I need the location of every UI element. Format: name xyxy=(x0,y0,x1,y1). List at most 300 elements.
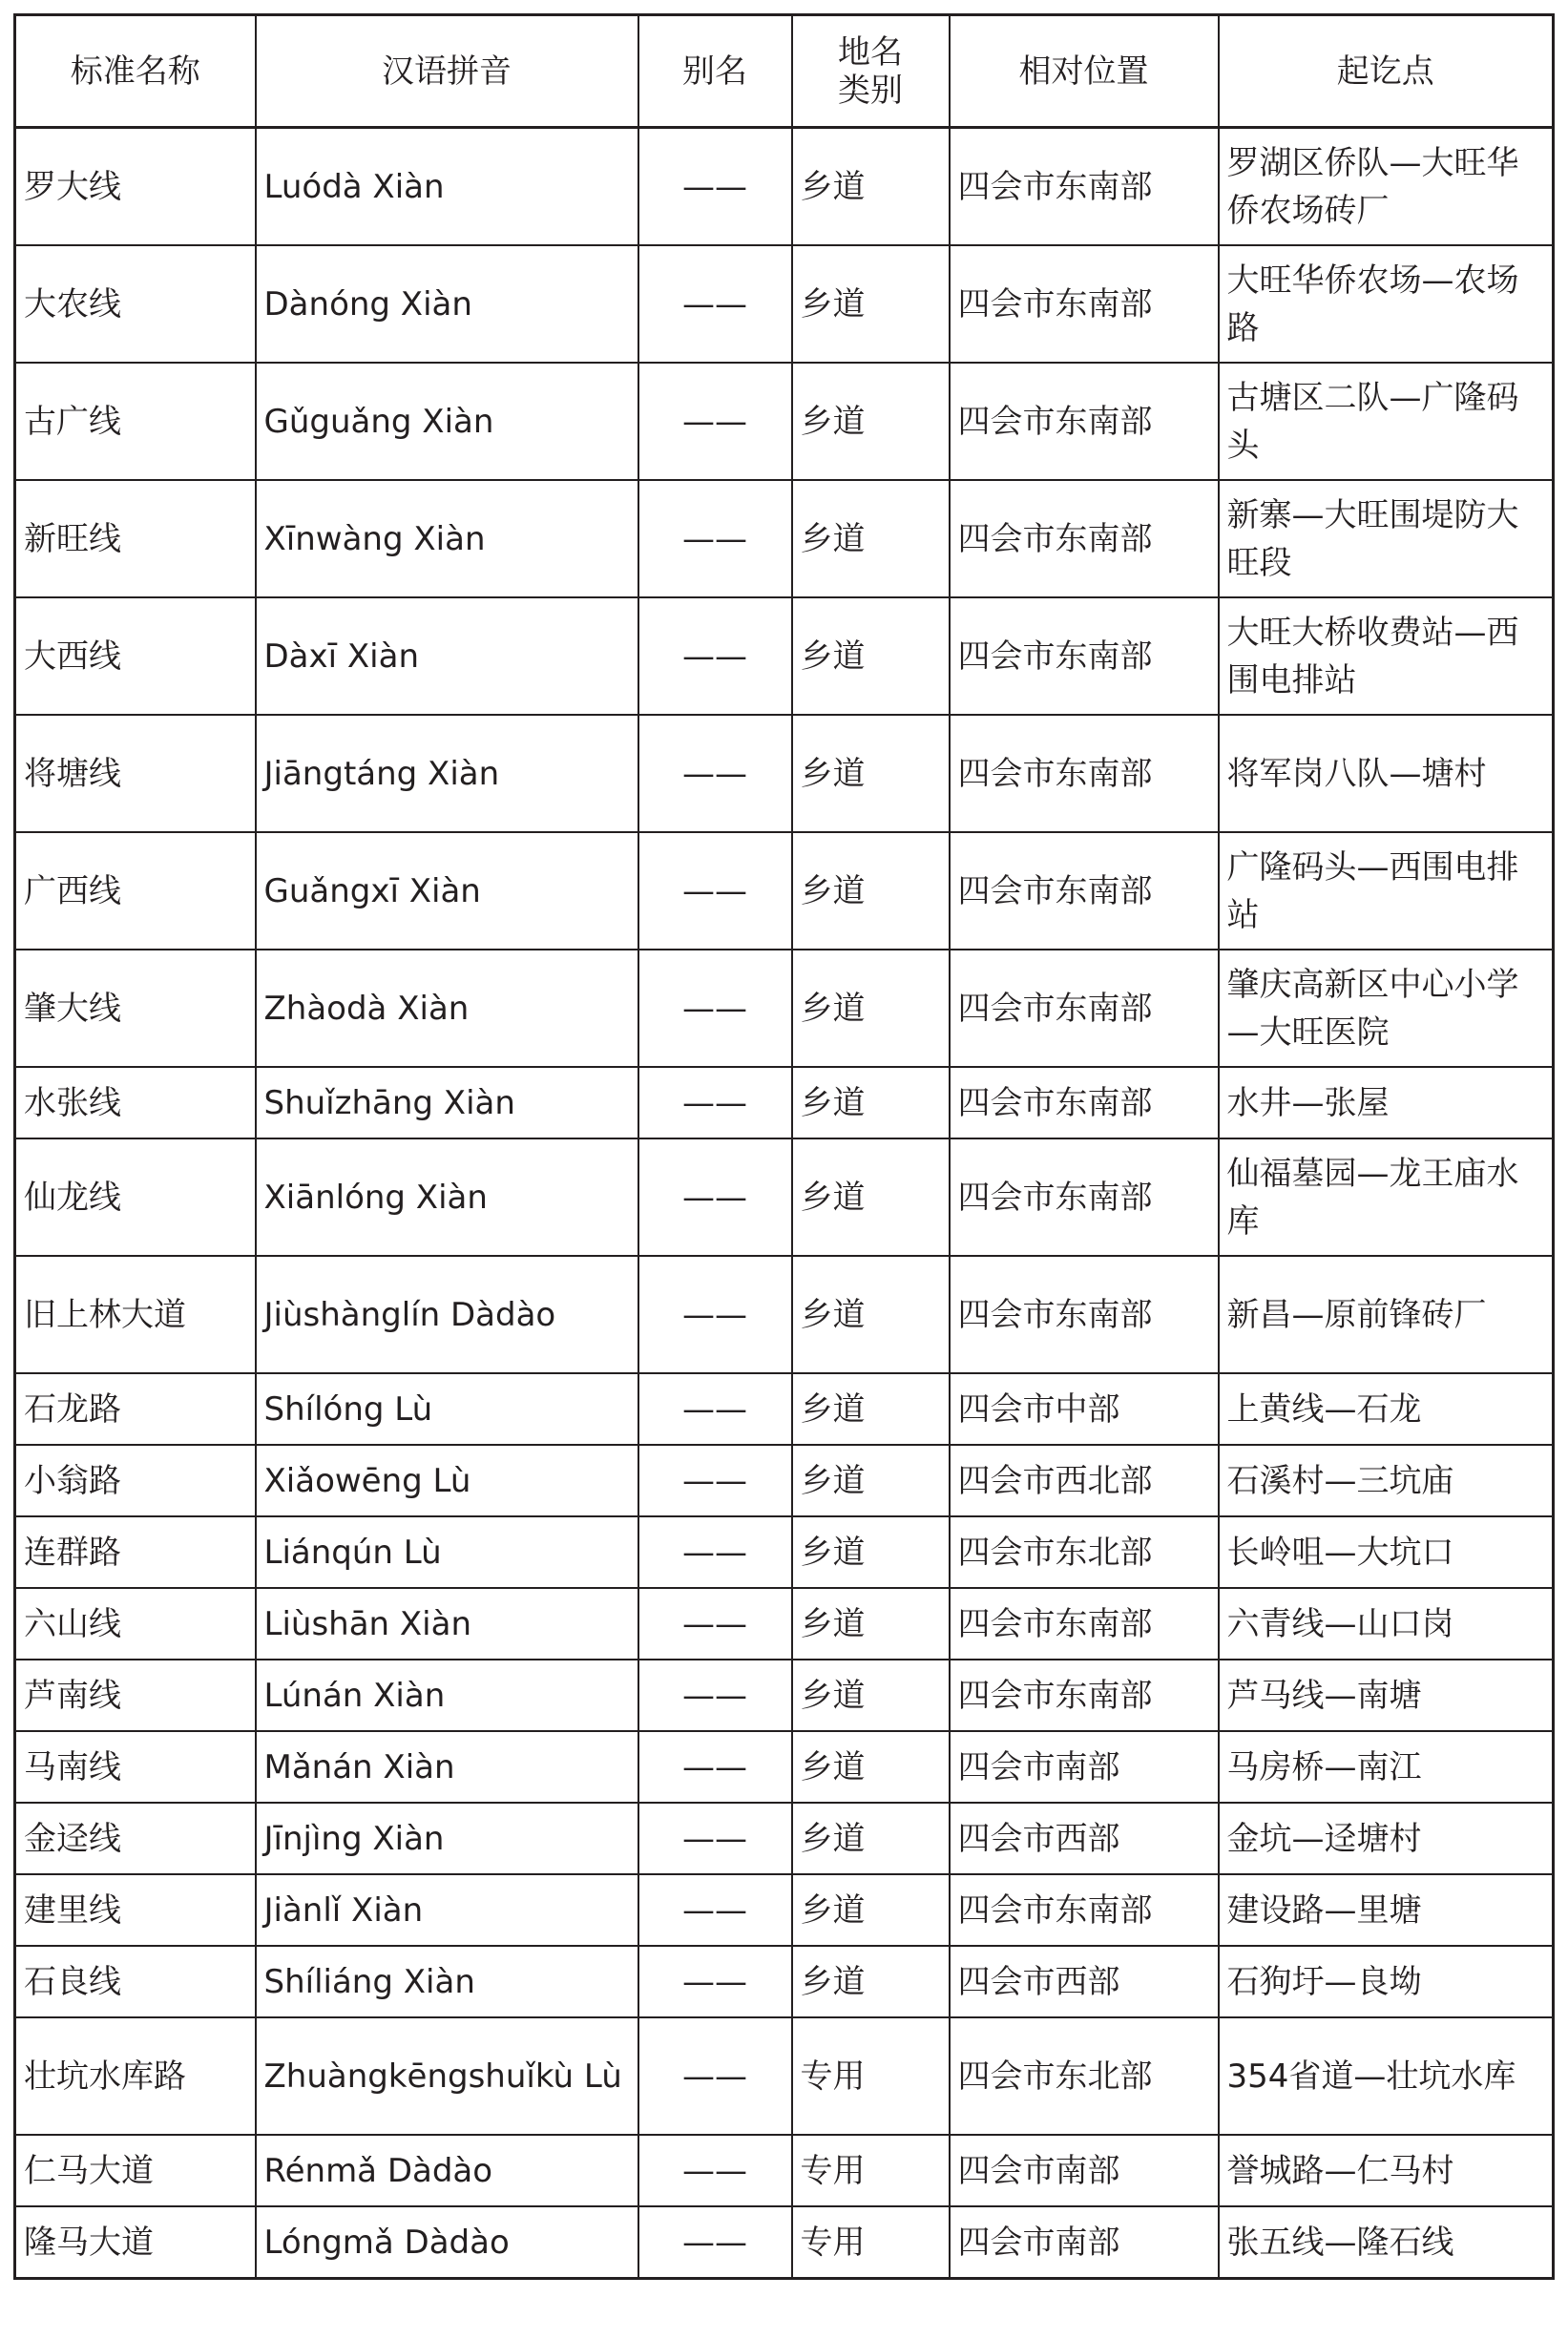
cell-range xyxy=(1219,1803,1554,1874)
cell-alias-text: —— xyxy=(682,284,747,324)
cell-name-text: 马南线 xyxy=(24,1747,121,1786)
cell-position xyxy=(950,245,1219,363)
cell-range-text: 马房桥—南江 xyxy=(1226,1747,1422,1786)
cell-alias xyxy=(638,2135,792,2206)
cell-category-text: 乡道 xyxy=(800,1890,866,1930)
cell-position xyxy=(950,1803,1219,1874)
cell-name xyxy=(15,950,256,1067)
cell-category-text: 乡道 xyxy=(800,1461,866,1500)
header-range-label: 起讫点 xyxy=(1336,52,1434,91)
cell-alias xyxy=(638,1731,792,1803)
cell-alias xyxy=(638,1445,792,1516)
cell-name xyxy=(15,1588,256,1660)
cell-position-text: 四会市东南部 xyxy=(957,402,1153,441)
cell-position-text: 四会市东南部 xyxy=(957,1178,1153,1217)
cell-position-text: 四会市东南部 xyxy=(957,871,1153,910)
cell-pinyin-text: Jīnjìng Xiàn xyxy=(263,1819,445,1858)
cell-name-text: 水张线 xyxy=(24,1083,121,1122)
cell-category xyxy=(792,715,950,832)
cell-alias xyxy=(638,1660,792,1731)
cell-alias-text: —— xyxy=(682,754,747,793)
header-category xyxy=(792,15,950,128)
cell-name-text: 古广线 xyxy=(24,402,121,441)
cell-alias-text: —— xyxy=(682,989,747,1028)
cell-position-text: 四会市东北部 xyxy=(957,2057,1153,2096)
cell-alias xyxy=(638,1874,792,1946)
cell-pinyin-text: Liùshān Xiàn xyxy=(263,1604,472,1643)
cell-category-text: 专用 xyxy=(800,2223,866,2262)
cell-range-text: 芦马线—南塘 xyxy=(1226,1676,1422,1715)
cell-pinyin xyxy=(256,128,638,246)
cell-range-text: 建设路—里塘 xyxy=(1226,1890,1422,1930)
table-row xyxy=(15,128,1554,246)
cell-range-text: 新寨—大旺围堤防大旺段 xyxy=(1226,495,1519,582)
table-row xyxy=(15,2135,1554,2206)
cell-pinyin-text: Jiànlǐ Xiàn xyxy=(263,1890,424,1930)
cell-pinyin xyxy=(256,1660,638,1731)
table-row xyxy=(15,597,1554,715)
cell-category xyxy=(792,2135,950,2206)
cell-range xyxy=(1219,715,1554,832)
cell-name xyxy=(15,480,256,597)
cell-category-text: 乡道 xyxy=(800,1083,866,1122)
cell-name-text: 大西线 xyxy=(24,637,121,676)
cell-pinyin-text: Xiānlóng Xiàn xyxy=(263,1178,488,1217)
cell-range-text: 肇庆高新区中心小学—大旺医院 xyxy=(1226,965,1519,1052)
cell-pinyin xyxy=(256,832,638,950)
cell-range xyxy=(1219,245,1554,363)
cell-pinyin-text: Rénmǎ Dàdào xyxy=(263,2151,493,2190)
cell-pinyin xyxy=(256,1256,638,1373)
cell-name xyxy=(15,2017,256,2135)
cell-category xyxy=(792,363,950,480)
cell-alias xyxy=(638,1067,792,1138)
cell-position-text: 四会市中部 xyxy=(957,1389,1120,1429)
table-row xyxy=(15,1946,1554,2017)
cell-position-text: 四会市东南部 xyxy=(957,1083,1153,1122)
cell-name xyxy=(15,1874,256,1946)
cell-alias-text: —— xyxy=(682,519,747,558)
header-position xyxy=(950,15,1219,128)
cell-pinyin xyxy=(256,1138,638,1256)
cell-position xyxy=(950,1138,1219,1256)
cell-range-text: 将军岗八队—塘村 xyxy=(1226,754,1487,793)
table-row xyxy=(15,1874,1554,1946)
cell-alias xyxy=(638,1138,792,1256)
cell-alias xyxy=(638,128,792,246)
cell-range xyxy=(1219,597,1554,715)
cell-name-text: 仁马大道 xyxy=(24,2151,154,2190)
cell-alias-text: —— xyxy=(682,1178,747,1217)
cell-name xyxy=(15,1803,256,1874)
cell-alias xyxy=(638,950,792,1067)
cell-name-text: 肇大线 xyxy=(24,989,121,1028)
cell-category-text: 乡道 xyxy=(800,754,866,793)
cell-position-text: 四会市东北部 xyxy=(957,1533,1153,1572)
cell-range xyxy=(1219,1445,1554,1516)
cell-pinyin-text: Mǎnán Xiàn xyxy=(263,1747,455,1786)
cell-alias-text: —— xyxy=(682,1295,747,1334)
cell-name xyxy=(15,1445,256,1516)
cell-name xyxy=(15,2206,256,2279)
cell-pinyin-text: Jiāngtáng Xiàn xyxy=(263,754,500,793)
cell-category xyxy=(792,1067,950,1138)
cell-alias-text: —— xyxy=(682,1461,747,1500)
cell-position xyxy=(950,950,1219,1067)
cell-name-text: 仙龙线 xyxy=(24,1178,121,1217)
cell-pinyin xyxy=(256,715,638,832)
cell-range xyxy=(1219,1731,1554,1803)
cell-pinyin xyxy=(256,1874,638,1946)
cell-pinyin-text: Lóngmǎ Dàdào xyxy=(263,2223,510,2262)
table-row xyxy=(15,1731,1554,1803)
table-row xyxy=(15,1138,1554,1256)
cell-range-text: 六青线—山口岗 xyxy=(1226,1604,1454,1643)
cell-range xyxy=(1219,128,1554,246)
cell-range xyxy=(1219,950,1554,1067)
cell-range xyxy=(1219,1874,1554,1946)
cell-name-text: 将塘线 xyxy=(24,754,121,793)
cell-position-text: 四会市南部 xyxy=(957,1747,1120,1786)
header-alias xyxy=(638,15,792,128)
cell-category xyxy=(792,1373,950,1445)
cell-alias-text: —— xyxy=(682,871,747,910)
cell-category xyxy=(792,1660,950,1731)
cell-name xyxy=(15,1067,256,1138)
table-body xyxy=(15,128,1554,2279)
cell-category-text: 乡道 xyxy=(800,284,866,324)
cell-position-text: 四会市东南部 xyxy=(957,1676,1153,1715)
cell-category xyxy=(792,832,950,950)
cell-position xyxy=(950,363,1219,480)
cell-name-text: 芦南线 xyxy=(24,1676,121,1715)
cell-position-text: 四会市东南部 xyxy=(957,754,1153,793)
table-header-row xyxy=(15,15,1554,128)
cell-name-text: 建里线 xyxy=(24,1890,121,1930)
cell-category-text: 乡道 xyxy=(800,519,866,558)
cell-category-text: 乡道 xyxy=(800,167,866,206)
cell-range xyxy=(1219,1373,1554,1445)
cell-range xyxy=(1219,363,1554,480)
cell-category xyxy=(792,1256,950,1373)
cell-category xyxy=(792,597,950,715)
cell-position xyxy=(950,1067,1219,1138)
cell-range xyxy=(1219,1660,1554,1731)
cell-category xyxy=(792,950,950,1067)
cell-pinyin xyxy=(256,2017,638,2135)
cell-position xyxy=(950,1516,1219,1588)
cell-alias-text: —— xyxy=(682,1083,747,1122)
cell-position xyxy=(950,1731,1219,1803)
cell-range xyxy=(1219,1946,1554,2017)
cell-pinyin xyxy=(256,1731,638,1803)
cell-category-text: 乡道 xyxy=(800,1178,866,1217)
cell-alias xyxy=(638,832,792,950)
cell-alias-text: —— xyxy=(682,2223,747,2262)
cell-position xyxy=(950,480,1219,597)
cell-category-text: 乡道 xyxy=(800,402,866,441)
cell-range-text: 354省道—壮坑水库 xyxy=(1226,2057,1516,2096)
cell-pinyin xyxy=(256,597,638,715)
cell-category-text: 专用 xyxy=(800,2151,866,2190)
cell-pinyin xyxy=(256,1946,638,2017)
cell-position xyxy=(950,1373,1219,1445)
cell-name xyxy=(15,1138,256,1256)
cell-alias-text: —— xyxy=(682,1533,747,1572)
cell-range xyxy=(1219,2206,1554,2279)
cell-pinyin-text: Shuǐzhāng Xiàn xyxy=(263,1083,515,1122)
cell-alias xyxy=(638,1803,792,1874)
cell-position-text: 四会市东南部 xyxy=(957,1890,1153,1930)
cell-range xyxy=(1219,832,1554,950)
table-row xyxy=(15,1256,1554,1373)
cell-position xyxy=(950,1256,1219,1373)
cell-alias xyxy=(638,1516,792,1588)
cell-name xyxy=(15,1256,256,1373)
cell-alias-text: —— xyxy=(682,1890,747,1930)
header-pinyin-label: 汉语拼音 xyxy=(382,52,512,91)
cell-category-text: 乡道 xyxy=(800,1747,866,1786)
cell-pinyin xyxy=(256,2206,638,2279)
cell-category xyxy=(792,1588,950,1660)
cell-alias xyxy=(638,597,792,715)
cell-alias xyxy=(638,480,792,597)
cell-pinyin-text: Zhuàngkēngshuǐkù Lù xyxy=(263,2057,622,2096)
table-row xyxy=(15,2206,1554,2279)
cell-alias-text: —— xyxy=(682,1676,747,1715)
cell-category-text: 乡道 xyxy=(800,1389,866,1429)
cell-category-text: 乡道 xyxy=(800,1295,866,1334)
cell-category xyxy=(792,1803,950,1874)
cell-pinyin-text: Lúnán Xiàn xyxy=(263,1676,446,1715)
cell-alias-text: —— xyxy=(682,1747,747,1786)
gazetteer-table xyxy=(13,13,1555,2280)
cell-name-text: 罗大线 xyxy=(24,167,121,206)
cell-alias-text: —— xyxy=(682,167,747,206)
table-row xyxy=(15,363,1554,480)
cell-alias xyxy=(638,1373,792,1445)
cell-category xyxy=(792,245,950,363)
cell-position xyxy=(950,1588,1219,1660)
cell-name xyxy=(15,832,256,950)
cell-category-text: 乡道 xyxy=(800,871,866,910)
cell-position-text: 四会市东南部 xyxy=(957,637,1153,676)
cell-name-text: 六山线 xyxy=(24,1604,121,1643)
cell-pinyin-text: Liánqún Lù xyxy=(263,1533,442,1572)
cell-alias-text: —— xyxy=(682,2151,747,2190)
cell-category xyxy=(792,1946,950,2017)
table-row xyxy=(15,715,1554,832)
cell-category xyxy=(792,1731,950,1803)
cell-category-text: 乡道 xyxy=(800,1676,866,1715)
header-name-label: 标准名称 xyxy=(70,52,200,91)
cell-range xyxy=(1219,1588,1554,1660)
cell-name-text: 石良线 xyxy=(24,1962,121,2001)
cell-alias-text: —— xyxy=(682,1819,747,1858)
cell-pinyin-text: Zhàodà Xiàn xyxy=(263,989,470,1028)
cell-pinyin xyxy=(256,245,638,363)
cell-range xyxy=(1219,1138,1554,1256)
cell-pinyin-text: Luódà Xiàn xyxy=(263,167,445,206)
cell-name-text: 新旺线 xyxy=(24,519,121,558)
table-row xyxy=(15,1067,1554,1138)
cell-position-text: 四会市西北部 xyxy=(957,1461,1153,1500)
cell-position-text: 四会市西部 xyxy=(957,1962,1120,2001)
cell-range xyxy=(1219,1516,1554,1588)
cell-category-text: 专用 xyxy=(800,2057,866,2096)
cell-category xyxy=(792,2017,950,2135)
cell-position xyxy=(950,1874,1219,1946)
cell-position xyxy=(950,2135,1219,2206)
cell-position xyxy=(950,128,1219,246)
cell-alias xyxy=(638,2017,792,2135)
header-pinyin xyxy=(256,15,638,128)
cell-position xyxy=(950,2206,1219,2279)
cell-name-text: 隆马大道 xyxy=(24,2223,154,2262)
cell-name-text: 石龙路 xyxy=(24,1389,121,1429)
cell-category-text: 乡道 xyxy=(800,1533,866,1572)
table-row xyxy=(15,480,1554,597)
cell-position xyxy=(950,1660,1219,1731)
table-row xyxy=(15,245,1554,363)
header-name xyxy=(15,15,256,128)
cell-alias xyxy=(638,1946,792,2017)
cell-name-text: 金迳线 xyxy=(24,1819,121,1858)
cell-pinyin-text: Gǔguǎng Xiàn xyxy=(263,402,494,441)
cell-alias xyxy=(638,363,792,480)
cell-range-text: 长岭咀—大坑口 xyxy=(1226,1533,1454,1572)
header-category-label: 地名 类别 xyxy=(838,32,903,110)
cell-alias xyxy=(638,715,792,832)
cell-pinyin-text: Dànóng Xiàn xyxy=(263,284,472,324)
cell-position-text: 四会市东南部 xyxy=(957,284,1153,324)
cell-range-text: 大旺华侨农场—农场路 xyxy=(1226,261,1519,347)
header-range xyxy=(1219,15,1554,128)
cell-range-text: 上黄线—石龙 xyxy=(1226,1389,1422,1429)
cell-range-text: 石狗圩—良坳 xyxy=(1226,1962,1422,2001)
cell-position-text: 四会市东南部 xyxy=(957,519,1153,558)
cell-range-text: 张五线—隆石线 xyxy=(1226,2223,1454,2262)
cell-name-text: 连群路 xyxy=(24,1533,121,1572)
cell-alias-text: —— xyxy=(682,2057,747,2096)
cell-alias-text: —— xyxy=(682,1962,747,2001)
cell-category-text: 乡道 xyxy=(800,637,866,676)
cell-category-text: 乡道 xyxy=(800,1819,866,1858)
header-alias-label: 别名 xyxy=(682,52,747,91)
cell-position xyxy=(950,1946,1219,2017)
cell-category-text: 乡道 xyxy=(800,1962,866,2001)
cell-range-text: 古塘区二队—广隆码头 xyxy=(1226,378,1519,465)
cell-range-text: 仙福墓园—龙王庙水库 xyxy=(1226,1154,1519,1241)
cell-alias-text: —— xyxy=(682,637,747,676)
cell-category xyxy=(792,1516,950,1588)
cell-pinyin-text: Guǎngxī Xiàn xyxy=(263,871,481,910)
cell-name xyxy=(15,1660,256,1731)
cell-category xyxy=(792,480,950,597)
cell-alias-text: —— xyxy=(682,402,747,441)
cell-name xyxy=(15,245,256,363)
table-row xyxy=(15,2017,1554,2135)
table-row xyxy=(15,832,1554,950)
cell-range xyxy=(1219,480,1554,597)
cell-name-text: 壮坑水库路 xyxy=(24,2057,186,2096)
cell-alias xyxy=(638,1256,792,1373)
cell-category xyxy=(792,2206,950,2279)
cell-name xyxy=(15,2135,256,2206)
cell-range-text: 新昌—原前锋砖厂 xyxy=(1226,1295,1487,1334)
table-row xyxy=(15,1803,1554,1874)
cell-position-text: 四会市东南部 xyxy=(957,989,1153,1028)
cell-range xyxy=(1219,1256,1554,1373)
cell-pinyin-text: Xiǎowēng Lù xyxy=(263,1461,471,1500)
cell-pinyin xyxy=(256,1067,638,1138)
cell-position xyxy=(950,715,1219,832)
cell-name xyxy=(15,1731,256,1803)
cell-pinyin xyxy=(256,1445,638,1516)
cell-position xyxy=(950,2017,1219,2135)
cell-category xyxy=(792,128,950,246)
cell-range-text: 金坑—迳塘村 xyxy=(1226,1819,1422,1858)
header-position-label: 相对位置 xyxy=(1018,52,1149,91)
cell-name-text: 广西线 xyxy=(24,871,121,910)
cell-name xyxy=(15,1946,256,2017)
cell-alias-text: —— xyxy=(682,1604,747,1643)
cell-name-text: 旧上林大道 xyxy=(24,1295,186,1334)
cell-position-text: 四会市东南部 xyxy=(957,167,1153,206)
cell-position-text: 四会市东南部 xyxy=(957,1604,1153,1643)
cell-pinyin-text: Shílóng Lù xyxy=(263,1389,433,1429)
cell-alias-text: —— xyxy=(682,1389,747,1429)
cell-alias xyxy=(638,2206,792,2279)
cell-position-text: 四会市南部 xyxy=(957,2223,1120,2262)
cell-category-text: 乡道 xyxy=(800,989,866,1028)
cell-pinyin xyxy=(256,1588,638,1660)
table-row xyxy=(15,1373,1554,1445)
cell-position-text: 四会市东南部 xyxy=(957,1295,1153,1334)
cell-range-text: 大旺大桥收费站—西围电排站 xyxy=(1226,613,1519,700)
cell-pinyin-text: Jiùshànglín Dàdào xyxy=(263,1295,556,1334)
cell-category xyxy=(792,1874,950,1946)
cell-pinyin xyxy=(256,363,638,480)
table-row xyxy=(15,950,1554,1067)
table-row xyxy=(15,1445,1554,1516)
cell-range xyxy=(1219,2135,1554,2206)
cell-pinyin-text: Shíliáng Xiàn xyxy=(263,1962,475,2001)
cell-range-text: 誉城路—仁马村 xyxy=(1226,2151,1454,2190)
cell-category-text: 乡道 xyxy=(800,1604,866,1643)
cell-category xyxy=(792,1138,950,1256)
cell-category xyxy=(792,1445,950,1516)
cell-position-text: 四会市西部 xyxy=(957,1819,1120,1858)
cell-pinyin xyxy=(256,480,638,597)
cell-range xyxy=(1219,1067,1554,1138)
cell-range xyxy=(1219,2017,1554,2135)
cell-name xyxy=(15,1373,256,1445)
cell-name-text: 小翁路 xyxy=(24,1461,121,1500)
cell-range-text: 水井—张屋 xyxy=(1226,1083,1390,1122)
cell-range-text: 罗湖区侨队—大旺华侨农场砖厂 xyxy=(1226,143,1519,230)
cell-range-text: 石溪村—三坑庙 xyxy=(1226,1461,1454,1500)
cell-pinyin xyxy=(256,2135,638,2206)
cell-range-text: 广隆码头—西围电排站 xyxy=(1226,847,1519,934)
cell-pinyin xyxy=(256,1516,638,1588)
cell-position xyxy=(950,597,1219,715)
cell-pinyin xyxy=(256,1803,638,1874)
cell-pinyin xyxy=(256,950,638,1067)
cell-name xyxy=(15,597,256,715)
cell-position-text: 四会市南部 xyxy=(957,2151,1120,2190)
cell-alias xyxy=(638,245,792,363)
